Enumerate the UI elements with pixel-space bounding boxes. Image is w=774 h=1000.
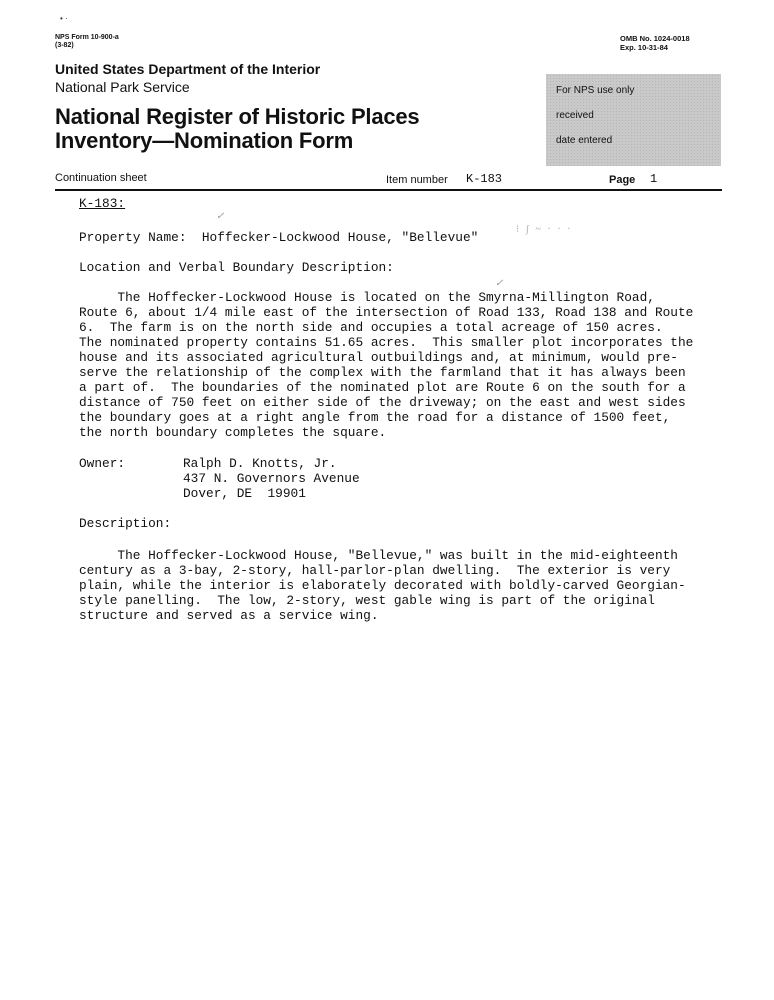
page-label: Page — [609, 174, 636, 186]
form-title-line1: National Register of Historic Places — [55, 104, 420, 129]
owner-street: 437 N. Governors Avenue — [183, 471, 360, 486]
description-line: plain, while the interior is elaborately decorated with boldly-carved Georgian- — [79, 578, 686, 593]
omb-number: OMB No. 1024-0018 — [620, 34, 690, 43]
location-line: the north boundary completes the square. — [79, 425, 387, 440]
property-name: Property Name: Hoffecker-Lockwood House, "Bellevue" — [79, 230, 479, 245]
nps-use-only-label: For NPS use only — [556, 85, 635, 96]
site-number-heading: K-183: — [79, 196, 126, 211]
form-title-line2: Inventory—Nomination Form — [55, 128, 354, 153]
item-number-value: K-183 — [466, 172, 503, 186]
description-text — [79, 548, 686, 623]
description-line: style panelling. The low, 2-story, west gable wing is part of the original — [79, 593, 655, 608]
location-line: Route 6, about 1/4 mile east of the intersection of Road 133, Road 138 and Route — [79, 305, 694, 320]
location-line: serve the relationship of the complex with the farmland that it has always been — [79, 365, 686, 380]
location-line: a part of. The boundaries of the nominated plot are Route 6 on the south for a — [79, 380, 686, 395]
description-line: century as a 3-bay, 2-story, hall-parlor-plan dwelling. The exterior is very — [79, 563, 671, 578]
location-line: The Hoffecker-Lockwood House is located on the Smyrna-Millington Road, — [79, 290, 655, 305]
owner-address — [183, 456, 360, 501]
location-line: house and its associated agricultural outbuildings and, at minimum, would pre- — [79, 350, 678, 365]
form-number: NPS Form 10-900-a — [55, 34, 119, 41]
header-rule — [55, 189, 722, 191]
continuation-sheet-label: Continuation sheet — [55, 172, 147, 184]
form-identifier — [55, 34, 119, 50]
omb-expiration: Exp. 10-31-84 — [620, 43, 668, 52]
omb-info — [620, 34, 690, 52]
pencil-check-mark: ✓ — [216, 211, 225, 222]
location-line: the boundary goes at a right angle from the road for a distance of 1500 feet, — [79, 410, 671, 425]
scan-artifact: • · — [60, 14, 68, 23]
owner-name: Ralph D. Knotts, Jr. — [183, 456, 337, 471]
description-line: The Hoffecker-Lockwood House, "Bellevue," was built in the mid-eighteenth — [79, 548, 678, 563]
received-field[interactable]: received — [556, 110, 594, 121]
description-heading: Description: — [79, 516, 172, 531]
nps-use-only-box — [546, 74, 721, 166]
page-number: 1 — [650, 172, 658, 186]
owner-label: Owner: — [79, 456, 126, 471]
location-line: 6. The farm is on the north side and occupies a total acreage of 150 acres. — [79, 320, 663, 335]
location-line: distance of 750 feet on either side of the driveway; on the east and west sides — [79, 395, 686, 410]
owner-city: Dover, DE 19901 — [183, 486, 306, 501]
location-description — [79, 290, 693, 440]
form-revision: (3-82) — [55, 42, 74, 49]
location-heading: Location and Verbal Boundary Description: — [79, 260, 394, 275]
location-line: The nominated property contains 51.65 acres. This smaller plot incorporates the — [79, 335, 694, 350]
handwritten-scribble: ⁝ ʃ ~ · · · — [516, 224, 573, 235]
item-number-label: Item number — [386, 174, 448, 186]
description-line: structure and served as a service wing. — [79, 608, 379, 623]
service-name: National Park Service — [55, 79, 190, 95]
department-name: United States Department of the Interior — [55, 61, 321, 77]
pencil-check-mark-2: ✓ — [495, 278, 504, 289]
date-entered-field[interactable]: date entered — [556, 135, 613, 146]
